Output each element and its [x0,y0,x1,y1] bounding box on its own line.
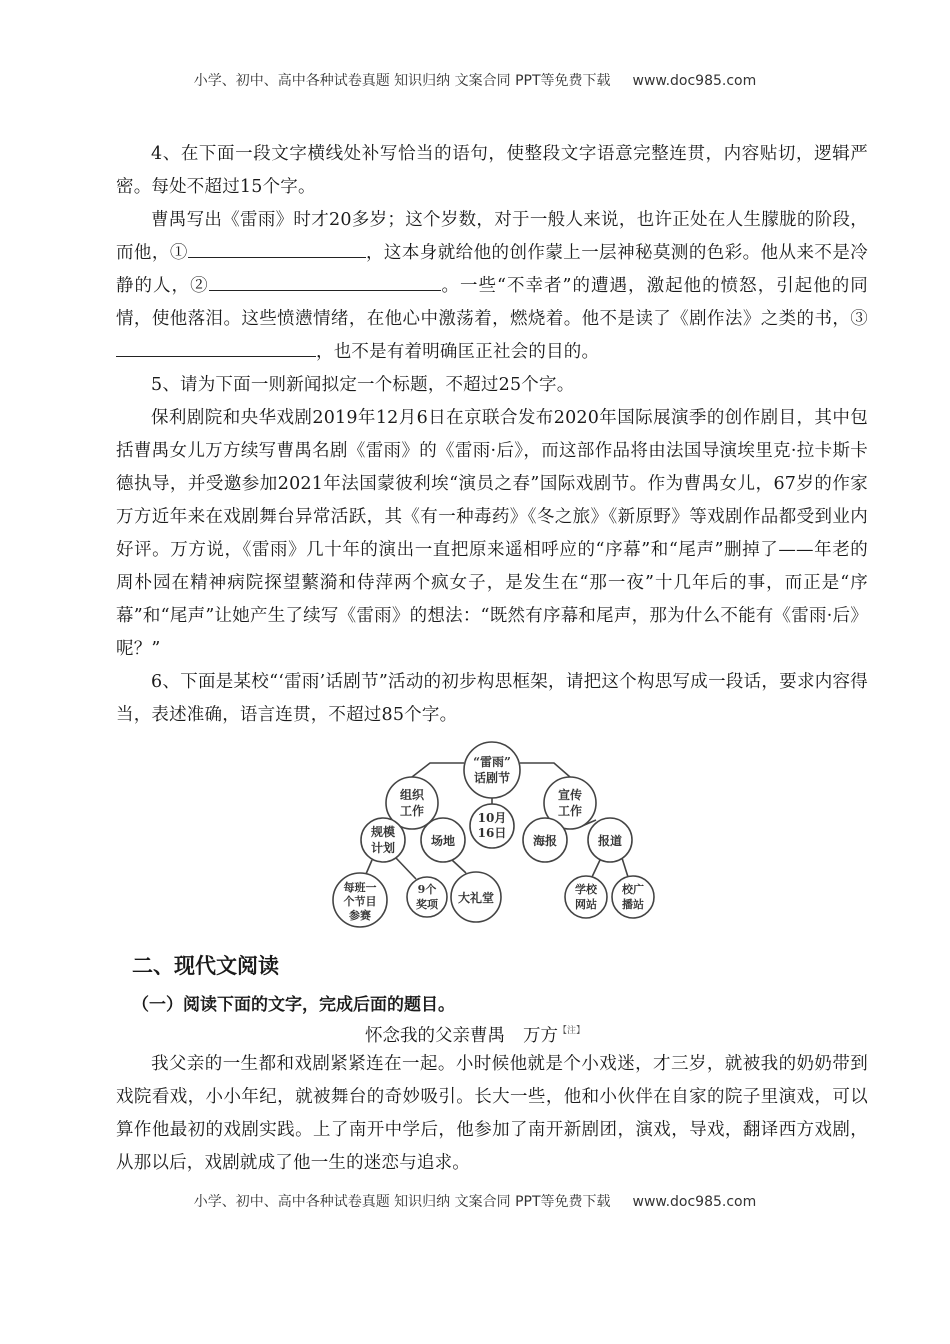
q4-prompt: 4、在下面一段文字横线处补写恰当的语句，使整段文字语意完整连贯，内容贴切，逻辑严密。每处不超过15个字。 [116,144,868,197]
header-url: www.doc985.com [632,73,757,89]
article-paragraph-1: 我父亲的一生都和戏剧紧紧连在一起。小时候他就是个小戏迷，才三岁，就被我的奶奶带到戏院看戏，小小年纪，就被舞台的奇妙吸引。长大一些，他和小伙伴在自家的院子里演戏，可以算作他最初的戏剧实践。上了南开中学后，他参加了南开新剧团，演戏，导戏，翻译西方戏剧，从那以后，戏剧就成了他一生的迷恋与追求。 [116,1054,868,1173]
label-scale-plan-2: 计划 [370,841,396,855]
label-school-website-2: 网站 [575,898,597,911]
question-4 [116,138,868,369]
article-title-text: 怀念我的父亲曹禺 [364,1026,505,1046]
section-subheading: （一）阅读下面的文字，完成后面的题目。 [132,995,455,1015]
label-venue: 场地 [430,834,456,848]
q5-prompt: 5、请为下面一则新闻拟定一个标题，不超过25个字。 [151,375,575,395]
label-date-1: 10月 [477,811,507,825]
label-date-2: 16日 [477,826,507,840]
node-root [464,742,520,798]
label-auditorium: 大礼堂 [457,891,495,905]
label-organize-1: 组织 [399,788,425,802]
label-poster: 海报 [532,834,558,848]
label-awards-2: 奖项 [416,898,438,911]
header-text: 小学、初中、高中各种试卷真题 知识归纳 文案合同 PPT等免费下载 [193,73,611,89]
article-author: 万方 [522,1026,558,1046]
q6-prompt: 6、下面是某校“‘雷雨’话剧节”活动的初步构思框架，请把这个构思写成一段话，要求内容得当，表述准确，语言连贯，不超过85个字。 [116,672,868,725]
festival-plan-diagram [320,730,660,940]
label-each-class-3: 参赛 [349,909,371,922]
blank-1-label: ① [169,243,188,263]
blank-3-label: ③ [850,309,868,329]
question-6 [116,666,868,732]
label-root-1: “雷雨” [473,755,511,769]
q5-news: 保利剧院和央华戏剧2019年12月6日在京联合发布2020年国际展演季的创作剧目，其中包括曹禺女儿万方续写曹禺名剧《雷雨》的《雷雨·后》，而这部作品将由法国导演埃里克·拉卡斯卡德执导，并受邀参加2021年法国蒙彼利埃“演员之春”国际戏剧节。作为曹禺女儿，67岁的作家万方近年来在戏剧舞台异常活跃，其《有一种毒药》《冬之旅》《新原野》等戏剧作品都受到业内好评。万方说，《雷雨》几十年的演出一直把原来遥相呼应的“序幕”和“尾声”删掉了——年老的周朴园在精神病院探望蘩漪和侍萍两个疯女子，是发生在“那一夜”十几年后的事，而正是“序幕”和“尾声”让她产生了续写《雷雨》的想法：“既然有序幕和尾声，那为什么不能有《雷雨·后》呢？” [116,408,868,659]
article-body [116,1048,868,1180]
section-heading: 二、现代文阅读 [132,954,279,978]
blank-2-label: ② [190,276,209,296]
q4-text-c: 。一些“不幸者”的遭遇，激起他的愤怒，引起他的同情，使他落泪。这些愤懑情绪，在他心中激荡着，燃烧着。他不是读了《剧作法》之类的书， [116,276,868,329]
label-organize-2: 工作 [399,804,425,818]
label-publicity-1: 宣传 [557,788,583,802]
q4-text-b: ，这本身就给他的创作蒙上一层神秘莫测的色彩。他从来不是冷静的人， [116,243,868,296]
label-scale-plan-1: 规模 [370,825,396,839]
blank-3-line [116,338,316,357]
label-school-website-1: 学校 [575,883,597,896]
label-report: 报道 [597,834,623,848]
footer-url: www.doc985.com [632,1194,757,1210]
page-footer [0,1191,950,1211]
question-5 [116,369,868,666]
label-each-class-2: 个节目 [343,895,377,908]
note-mark: 【注】 [557,1026,585,1036]
label-school-radio-1: 校广 [622,883,644,896]
label-awards-1: 9个 [417,883,437,896]
article-title [0,1022,950,1047]
label-school-radio-2: 播站 [622,898,644,911]
footer-text: 小学、初中、高中各种试卷真题 知识归纳 文案合同 PPT等免费下载 [193,1194,611,1210]
label-publicity-2: 工作 [557,804,583,818]
q4-text-d: ，也不是有着明确匡正社会的目的。 [316,342,600,362]
label-each-class-1: 每班一 [343,881,377,894]
q4-passage [116,204,868,369]
label-root-2: 话剧节 [473,771,511,785]
page-header [0,70,950,90]
q4-text-a: 曹禺写出《雷雨》时才20多岁；这个岁数，对于一般人来说，也许正处在人生朦胧的阶段，而他， [116,210,868,263]
blank-2-line [209,272,441,291]
blank-1-line [188,239,366,258]
